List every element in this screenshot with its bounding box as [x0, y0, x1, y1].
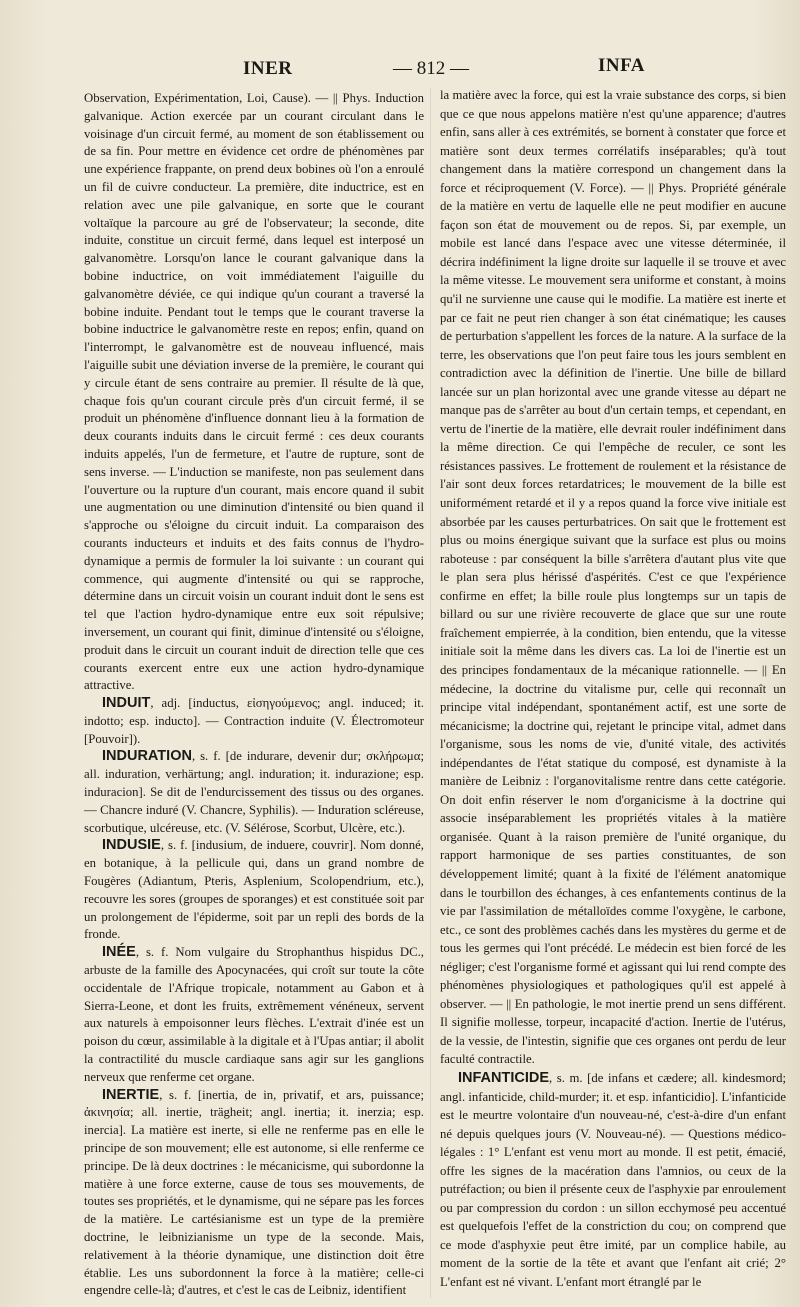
entry-induit: [84, 695, 424, 748]
entry-text: , adj. [inductus, εἰσηγούμενος; angl. induced; it. indotto; esp. inducto]. — Contraction induite (V. Électromoteur [Pouvoir]).: [84, 696, 424, 746]
headword: INDURATION: [102, 748, 192, 765]
entry-text: , s. m. [de infans et cædere; all. kindesmord; angl. infanticide, child-murder; it. et esp. infanticidio]. L'infanticide est le meurtre volontaire d'un nouveau-né, c'est-à-dire d'un enfant né depuis quelques jours (V. Nouveau-né). — Questions médico-légales : 1° L'enfant est venu mort au monde. Il est petit, émacié, offre les signes de la macération dans l'amnios, ou ceux de la putréfaction; ou bien il présente ceux de l'asphyxie par enroulement ou par compression du cordon : un sillon ecchymosé peu accentué est quelquefois l'effet de la constriction du cou; on comprend que ce mode d'asphyxie peut être imité, par un complice habile, au moment de la sortie de la tête et avant que l'enfant ait crié; 2° L'enfant est né vivant. L'enfant mort étranglé par le: [440, 1070, 786, 1289]
right-running-head: INFA: [598, 55, 646, 76]
headword: INERTIE: [102, 1086, 160, 1103]
headword: INDUIT: [102, 695, 151, 712]
headword: INFANTICIDE: [458, 1069, 550, 1086]
entry-induration: [84, 748, 424, 837]
entry-text: , s. f. Nom vulgaire du Strophanthus hispidus DC., arbuste de la famille des Apocynacées, qui croît sur toute la côte occidentale de l'Afrique tropicale, notamment au Gabon et à Sierra-Leone, et dont les fruits, extrêmement vénéneux, servent aux naturels à empoisonner leurs flèches. L'extrait d'inée est un poison du cœur, assimilable à la digitale et à l'Upas antiar; il abolit la contractilité du muscle cardiaque sans agir sur les ganglions nerveux que renferme cet organe.: [84, 945, 424, 1084]
entry-inertie: [84, 1087, 424, 1301]
entry-infanticide: [440, 1069, 786, 1292]
left-running-head: INER: [243, 58, 293, 79]
column-gutter: [430, 88, 431, 1298]
entry-continuation: [440, 86, 786, 1069]
page-header: [0, 54, 800, 80]
entry-inee: [84, 944, 424, 1086]
entry-text: la matière avec la force, qui est la vraie substance des corps, si bien que ce que nous appelons matière n'est qu'une apparence; d'autres enfin, sans aller à ces extrémités, se bornent à constater que force et matière sont deux termes corrélatifs inséparables; qu'à tout changement dans la matière correspond un changement dans la force et réciproquement (V. Force). — || Phys. Propriété générale de la matière en vertu de laquelle elle ne peut modifier en aucune façon son état de mouvement ou de repos. Si, par exemple, un mobile est lancé dans l'espace avec une vitesse déterminée, il décrira indéfiniment la ligne droite sur laquelle il se trouve et avec la même vitesse. Le mouvement sera uniforme et constant, à moins qu'il ne survienne une cause qui le modifie. La matière est inerte et par ce fait ne peut rien changer à son état cinématique; les causes de perturbation s'appellent les forces de la nature. A la surface de la terre, les observations que l'on peut faire tous les jours semblent en contradiction avec la définition de l'inertie. Une bille de billard lancée sur un plan horizontal avec une grande vitesse au départ ne manque pas de s'arrêter au bout d'un certain temps, et cependant, en vertu de l'inertie de la matière, elle devrait rouler indéfiniment dans la même direction. Ce qui l'empêche de reculer, ce sont les résistances passives. Le frottement de roulement et la résistance de l'air sont deux forces retardatrices; le mouvement de la bille est uniformément retardé et il y a repos quand la force vive initiale est absorbée par les causes perturbatrices. On sait que le frottement est plus ou moins énergique suivant que la surface est plus ou moins raboteuse : par conséquent la bille s'arrêtera d'autant plus vite que le plan sera plus hérissé d'aspérités. C'est ce que l'expérience confirme en effet; la bille roule plus longtemps sur un tapis de billard ou sur une rivière recouverte de glace que sur une route fraîchement empierrée, à la condition, bien entendu, que la vitesse initiale soit la même dans les divers cas. La loi de l'inertie est un des principes fondamentaux de la mécanique rationnelle. — || En médecine, la doctrine du vitalisme pur, celle qui reconnaît un principe vital indépendant, spontanément actif, est une sorte de mécanicisme; la doctrine qui, rejetant le principe vital, admet dans l'organisme, sous les noms de vie, d'unité vitale, des activités indépendantes de l'état statique du composé, est dynamiste à la manière de Leibniz : l'organovitalisme rentre dans cette catégorie. On doit enfin réserver le nom d'organicisme à la doctrine qui associe inséparablement les propriétés vitales à la matière organisée. Quant à la raison première de l'unité organique, du rapport harmonique de ses parties constituantes, de son développement limité; quant à la fixité de l'élément anatomique dans le tourbillon des échanges, à ces enfantements continus de la vie par l'assimilation de métalloïdes comme l'oxygène, le carbone, etc., ce sont des problèmes cachés dans les mystères du germe et de tous les germes qui l'ont précédé. Le médecin est bien forcé de les négliger; c'est l'organisme formé et agissant qui lui rend compte des phénomènes physiologiques et pathologiques qu'il est appelé à observer. — || En pathologie, le mot inertie prend un sens différent. Il signifie mollesse, torpeur, incapacité d'action. Inertie de l'utérus, de la vessie, de l'intestin, signifie que ces organes ont perdu de leur faculté contractile.: [440, 88, 786, 1067]
left-column: [84, 90, 424, 1300]
entry-text: , s. f. [indusium, de induere, couvrir]. Nom donné, en botanique, à la pellicule qui, dans un grand nombre de Fougères (Adiantum, Pteris, Asplenium, Scolopendrium, etc.), recouvre les sores (groupes de sporanges) et est constituée soit par un prolongement de l'épiderme, soit par un repli des bords de la fronde.: [84, 838, 424, 942]
entry-indusie: [84, 837, 424, 944]
headword: INDUSIE: [102, 837, 161, 854]
entry-text: , s. f. [inertia, de in, privatif, et ars, puissance; ἀκινησία; all. inertie, trägheit; angl. inertia; it. inerzia; esp. inercia]. La matière est inerte, si elle ne renferme pas en elle le principe de son mouvement; elle est autonome, si elle renferme ce principe. De là deux doctrines : le mécanicisme, qui subordonne la matière à une force externe, cause de tous ses mouvements, de toutes ses propriétés, et le dynamisme, qui ne sépare pas les forces de la matière. Le cartésianisme est un type de la première doctrine, le leibnizianisme un type de la seconde. Mais, relativement à la théorie dynamique, une distinction doit être établie. Les uns subordonnent la force à la matière; celle-ci engendre celle-là; d'autres, et c'est le cas de Leibniz, identifient: [84, 1087, 424, 1298]
right-column: [440, 86, 786, 1292]
entry-text: , s. f. [de indurare, devenir dur; σκλήρωμα; all. induration, verhärtung; angl. induration; it. indurazione; esp. induracion]. Se dit de l'endurcissement des tissus ou des organes. — Chancre induré (V. Chancre, Syphilis). — Induration sclérеuse, scorbutique, ulcéreuse, etc. (V. Sélérose, Scorbut, Ulcère, etc.).: [84, 749, 424, 835]
headword: INÉE: [102, 944, 136, 961]
entry-continuation: [84, 90, 424, 695]
page-number: — 812 —: [393, 58, 469, 79]
entry-text: Observation, Expérimentation, Loi, Cause). — || Phys. Induction galvanique. Action exercée par un courant circulant dans le voisinage d'un circuit fermé, au moment de son établissement ou de sa fin. Pour mettre en évidence cet ordre de phénomènes par une expérience frappante, on prend deux bobines où l'on a enroulé un fil de cuivre conducteur. La première, dite inductrice, est en relation avec une pile galvanique, en sorte que le courant voltaïque la parcoure au gré de l'observateur; la seconde, dite induite, constitue un circuit fermé, dans lequel est interposé un galvanomètre. Lorsqu'on lance le courant galvanique dans la bobine inductrice, on voit immédiatement l'aiguille du galvanomètre déviée, ce qui indique qu'un courant a traversé la bobine induite. Pendant tout le temps que le courant traverse la bobine inductrice le galvanomètre reste en repos; enfin, quand on l'interrompt, le galvanomètre est de nouveau influencé, mais l'aiguille subit une déviation inverse de la première, le courant qui y circule étant de sens contraire au premier. Il résulte de là que, chaque fois qu'un courant circule près d'un circuit fermé, il se produit un phénomène d'influence donnant lieu à la formation de deux courants induits dans le circuit fermé : ces deux courants induits appelés, l'un de fermeture, et l'autre de rupture, sont de sens inverse. — L'induction se manifeste, non pas seulement dans l'ouverture ou la rupture d'un courant, mais encore quand il subit une augmentation ou une diminution d'intensité ou bien quand il s'approche ou s'éloigne du circuit induit. La comparaison des courants inducteurs et induits et des faits connus de l'hydro-dynamique a permis de formuler la loi suivante : un courant qui commence, qui augmente d'intensité ou qui se rapproche, détermine dans un circuit voisin un courant induit dont le sens est tel que l'action hydro-dynamique entre eux soit répulsive; inversement, un courant qui finit, diminue d'intensité ou s'éloigne, produit dans le circuit un courant induit de direction telle que ces courants exercent entre eux une action hydro-dynamique attractive.: [84, 91, 424, 693]
